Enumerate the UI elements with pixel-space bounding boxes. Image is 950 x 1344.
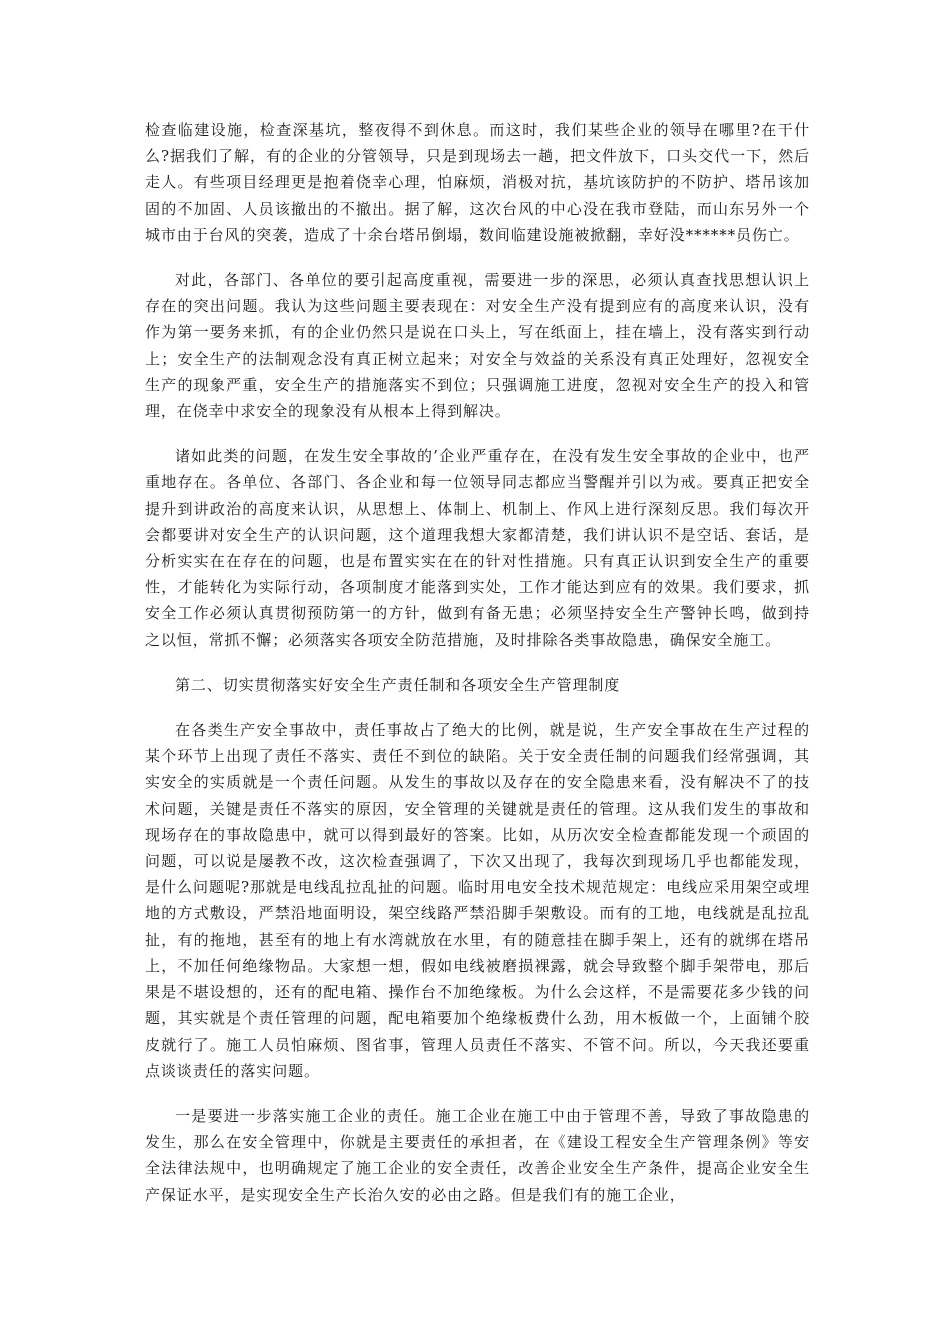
- section-heading-second: 第二、切实贯彻落实好安全生产责任制和各项安全生产管理制度: [175, 675, 621, 694]
- paragraph-typhoon-inspection: 检查临建设施，检查深基坑，整夜得不到休息。而这时，我们某些企业的领导在哪里?在干什么?据我们了解，有的企业的分管领导，只是到现场去一趟，把文件放下，口头交代一下，然后走人。有些项目经理更是抱着侥幸心理，怕麻烦，消极对抗，基坑该防护的不防护、塔吊该加固的不加固、人员该撤出的不撤出。据了解，这次台风的中心没在我市登陆，而山东另外一个城市由于台风的突袭，造成了十余台塔吊倒塌，数间临建设施被掀翻，幸好没******员伤亡。: [145, 121, 810, 244]
- paragraph-ideological-problems: 对此，各部门、各单位的要引起高度重视，需要进一步的深思，必须认真查找思想认识上存在的突出问题。我认为这些问题主要表现在：对安全生产没有提到应有的高度来认识，没有作为第一要务来抓，有的企业仍然只是说在口头上，写在纸面上，挂在墙上，没有落实到行动上；安全生产的法制观念没有真正树立起来；对安全与效益的关系没有真正处理好，忽视安全生产的现象严重，安全生产的措施落实不到位；只强调施工进度，忽视对安全生产的投入和管理，在侥幸中求安全的现象没有从根本上得到解决。: [145, 271, 810, 421]
- paragraph-construction-enterprise-responsibility: 一是要进一步落实施工企业的责任。施工企业在施工中由于管理不善，导致了事故隐患的发生，那么在安全管理中，你就是主要责任的承担者，在《建设工程安全生产管理条例》等安全法律法规中，也明确规定了施工企业的安全责任，改善企业安全生产条件，提高企业安全生产保证水平，是实现安全生产长治久安的必由之路。但是我们有的施工企业，: [145, 1106, 810, 1204]
- document-page: [145, 117, 810, 1227]
- paragraph-common-problems: 诸如此类的问题，在发生安全事故的’企业严重存在，在没有发生安全事故的企业中，也严重地存在。各单位、各部门、各企业和每一位领导同志都应当警醒并引以为戒。要真正把安全提升到讲政治的高度来认识，从思想上、体制上、机制上、作风上进行深刻反思。我们每次开会都要讲对安全生产的认识问题，这个道理我想大家都清楚，我们讲认识不是空话、套话，是分析实实在在存在的问题，也是布置实实在在的针对性措施。只有真正认识到安全生产的重要性，才能转化为实际行动，各项制度才能落到实处，工作才能达到应有的效果。我们要求，抓安全工作必须认真贯彻预防第一的方针，做到有备无患；必须坚持安全生产警钟长鸣，做到持之以恒，常抓不懈；必须落实各项安全防范措施，及时排除各类事故隐患，确保安全施工。: [145, 447, 810, 649]
- paragraph-responsibility-accidents: 在各类生产安全事故中，责任事故占了绝大的比例，就是说，生产安全事故在生产过程的某个环节上出现了责任不落实、责任不到位的缺陷。关于安全责任制的问题我们经常强调，其实安全的实质就是一个责任问题。从发生的事故以及存在的安全隐患来看，没有解决不了的技术问题，关键是责任不落实的原因，安全管理的关键就是责任的管理。这从我们发生的事故和现场存在的事故隐患中，就可以得到最好的答案。比如，从历次安全检查都能发现一个顽固的问题，可以说是屡教不改，这次检查强调了，下次又出现了，我每次到现场几乎也都能发现，是什么问题呢?那就是电线乱拉乱扯的问题。临时用电安全技术规范规定：电线应采用架空或埋地的方式敷设，严禁沿地面明设，架空线路严禁沿脚手架敷设。而有的工地，电线就是乱拉乱扯，有的拖地，甚至有的地上有水湾就放在水里，有的随意挂在脚手架上，还有的就绑在塔吊上，不加任何绝缘物品。大家想一想，假如电线被磨损裸露，就会导致整个脚手架带电，那后果是不堪设想的，还有的配电箱、操作台不加绝缘板。为什么会这样，不是需要花多少钱的问题，其实就是个责任管理的问题，配电箱要加个绝缘板费什么劲，用木板做一个，上面铺个胶皮就行了。施工人员怕麻烦、图省事，管理人员责任不落实、不管不问。所以，今天我还要重点谈谈责任的落实问题。: [145, 721, 810, 1080]
